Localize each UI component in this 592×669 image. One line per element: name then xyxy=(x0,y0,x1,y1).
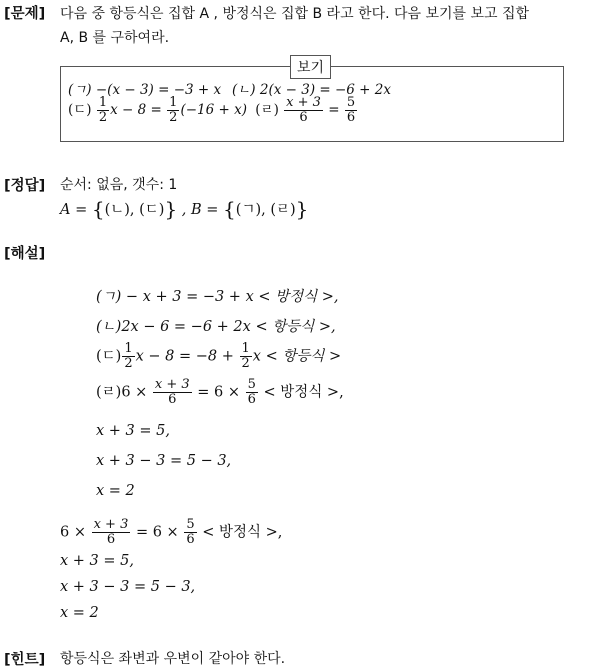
problem-line2: A, B 를 구하여라. xyxy=(60,30,170,46)
frac-5-6-c: $\frac{5}{6}$ xyxy=(186,517,195,547)
frac-half-1: $\frac{1}{2}$ xyxy=(98,95,108,125)
example-box-title: 보기 xyxy=(290,55,331,79)
frac-5-6: $\frac{5}{6}$ xyxy=(346,95,356,125)
frac-x3-6-c: $\frac{x + 3}{6}$ xyxy=(93,517,129,547)
frac-x3-6-b: $\frac{x + 3}{6}$ xyxy=(154,377,190,407)
explanation-line-7: x = 2 xyxy=(96,483,135,499)
answer-sets: A = {(ㄴ), (ㄷ)} , B = {(ㄱ), (ㄹ)} xyxy=(60,197,309,221)
box-item-b: (ㄴ) 2(x − 3) = −6 + 2x xyxy=(232,82,391,98)
box-item-a: (ㄱ) −(x − 3) = −3 + x xyxy=(68,82,222,98)
hint-tag: [힌트] xyxy=(4,652,46,668)
hint-text: 항등식은 좌변과 우변이 같아야 한다. xyxy=(60,651,286,667)
frac-x3-6: $\frac{x + 3}{6}$ xyxy=(286,95,321,125)
answer-line1: 순서: 없음, 갯수: 1 xyxy=(60,177,178,193)
answer-tag: [정답] xyxy=(4,178,46,194)
explanation-line-6: x + 3 − 3 = 5 − 3, xyxy=(96,453,232,469)
box-item-c: (ㄷ) $\frac{1}{2}$ x − 8 = $\frac{1}{2}$ (−16 + x) (ㄹ) $\frac{x + 3}{6}$ = $\frac{5}{6}$ xyxy=(68,95,356,125)
summary-line-1: 6 × $\frac{x + 3}{6}$ = 6 × $\frac{5}{6}$ < 방정식 >, xyxy=(60,517,283,547)
problem-line1: 다음 중 항등식은 집합 A , 방정식은 집합 B 라고 한다. 다음 보기를 보고 집합 xyxy=(60,6,530,22)
frac-5-6-b: $\frac{5}{6}$ xyxy=(247,377,256,407)
explanation-line-3: (ㄷ) $\frac{1}{2}$ x − 8 = −8 + $\frac{1}{2}$ x < 항등식 > xyxy=(96,341,342,371)
problem-tag: [문제] xyxy=(4,6,46,22)
summary-line-3: x + 3 − 3 = 5 − 3, xyxy=(60,579,196,595)
explanation-tag: [해설] xyxy=(4,246,46,262)
explanation-line-4: (ㄹ)6 × $\frac{x + 3}{6}$ = 6 × $\frac{5}{6}$ < 방정식 >, xyxy=(96,377,344,407)
explanation-line-1: (ㄱ) − x + 3 = −3 + x < 방정식 >, xyxy=(96,289,339,305)
frac-half-2: $\frac{1}{2}$ xyxy=(169,95,178,125)
frac-1-2-b: $\frac{1}{2}$ xyxy=(241,341,250,371)
summary-line-2: x + 3 = 5, xyxy=(60,553,134,569)
explanation-line-2: (ㄴ)2x − 6 = −6 + 2x < 항등식 >, xyxy=(96,319,336,335)
explanation-line-5: x + 3 = 5, xyxy=(96,423,170,439)
frac-1-2-a: $\frac{1}{2}$ xyxy=(124,341,133,371)
summary-line-4: x = 2 xyxy=(60,605,99,621)
